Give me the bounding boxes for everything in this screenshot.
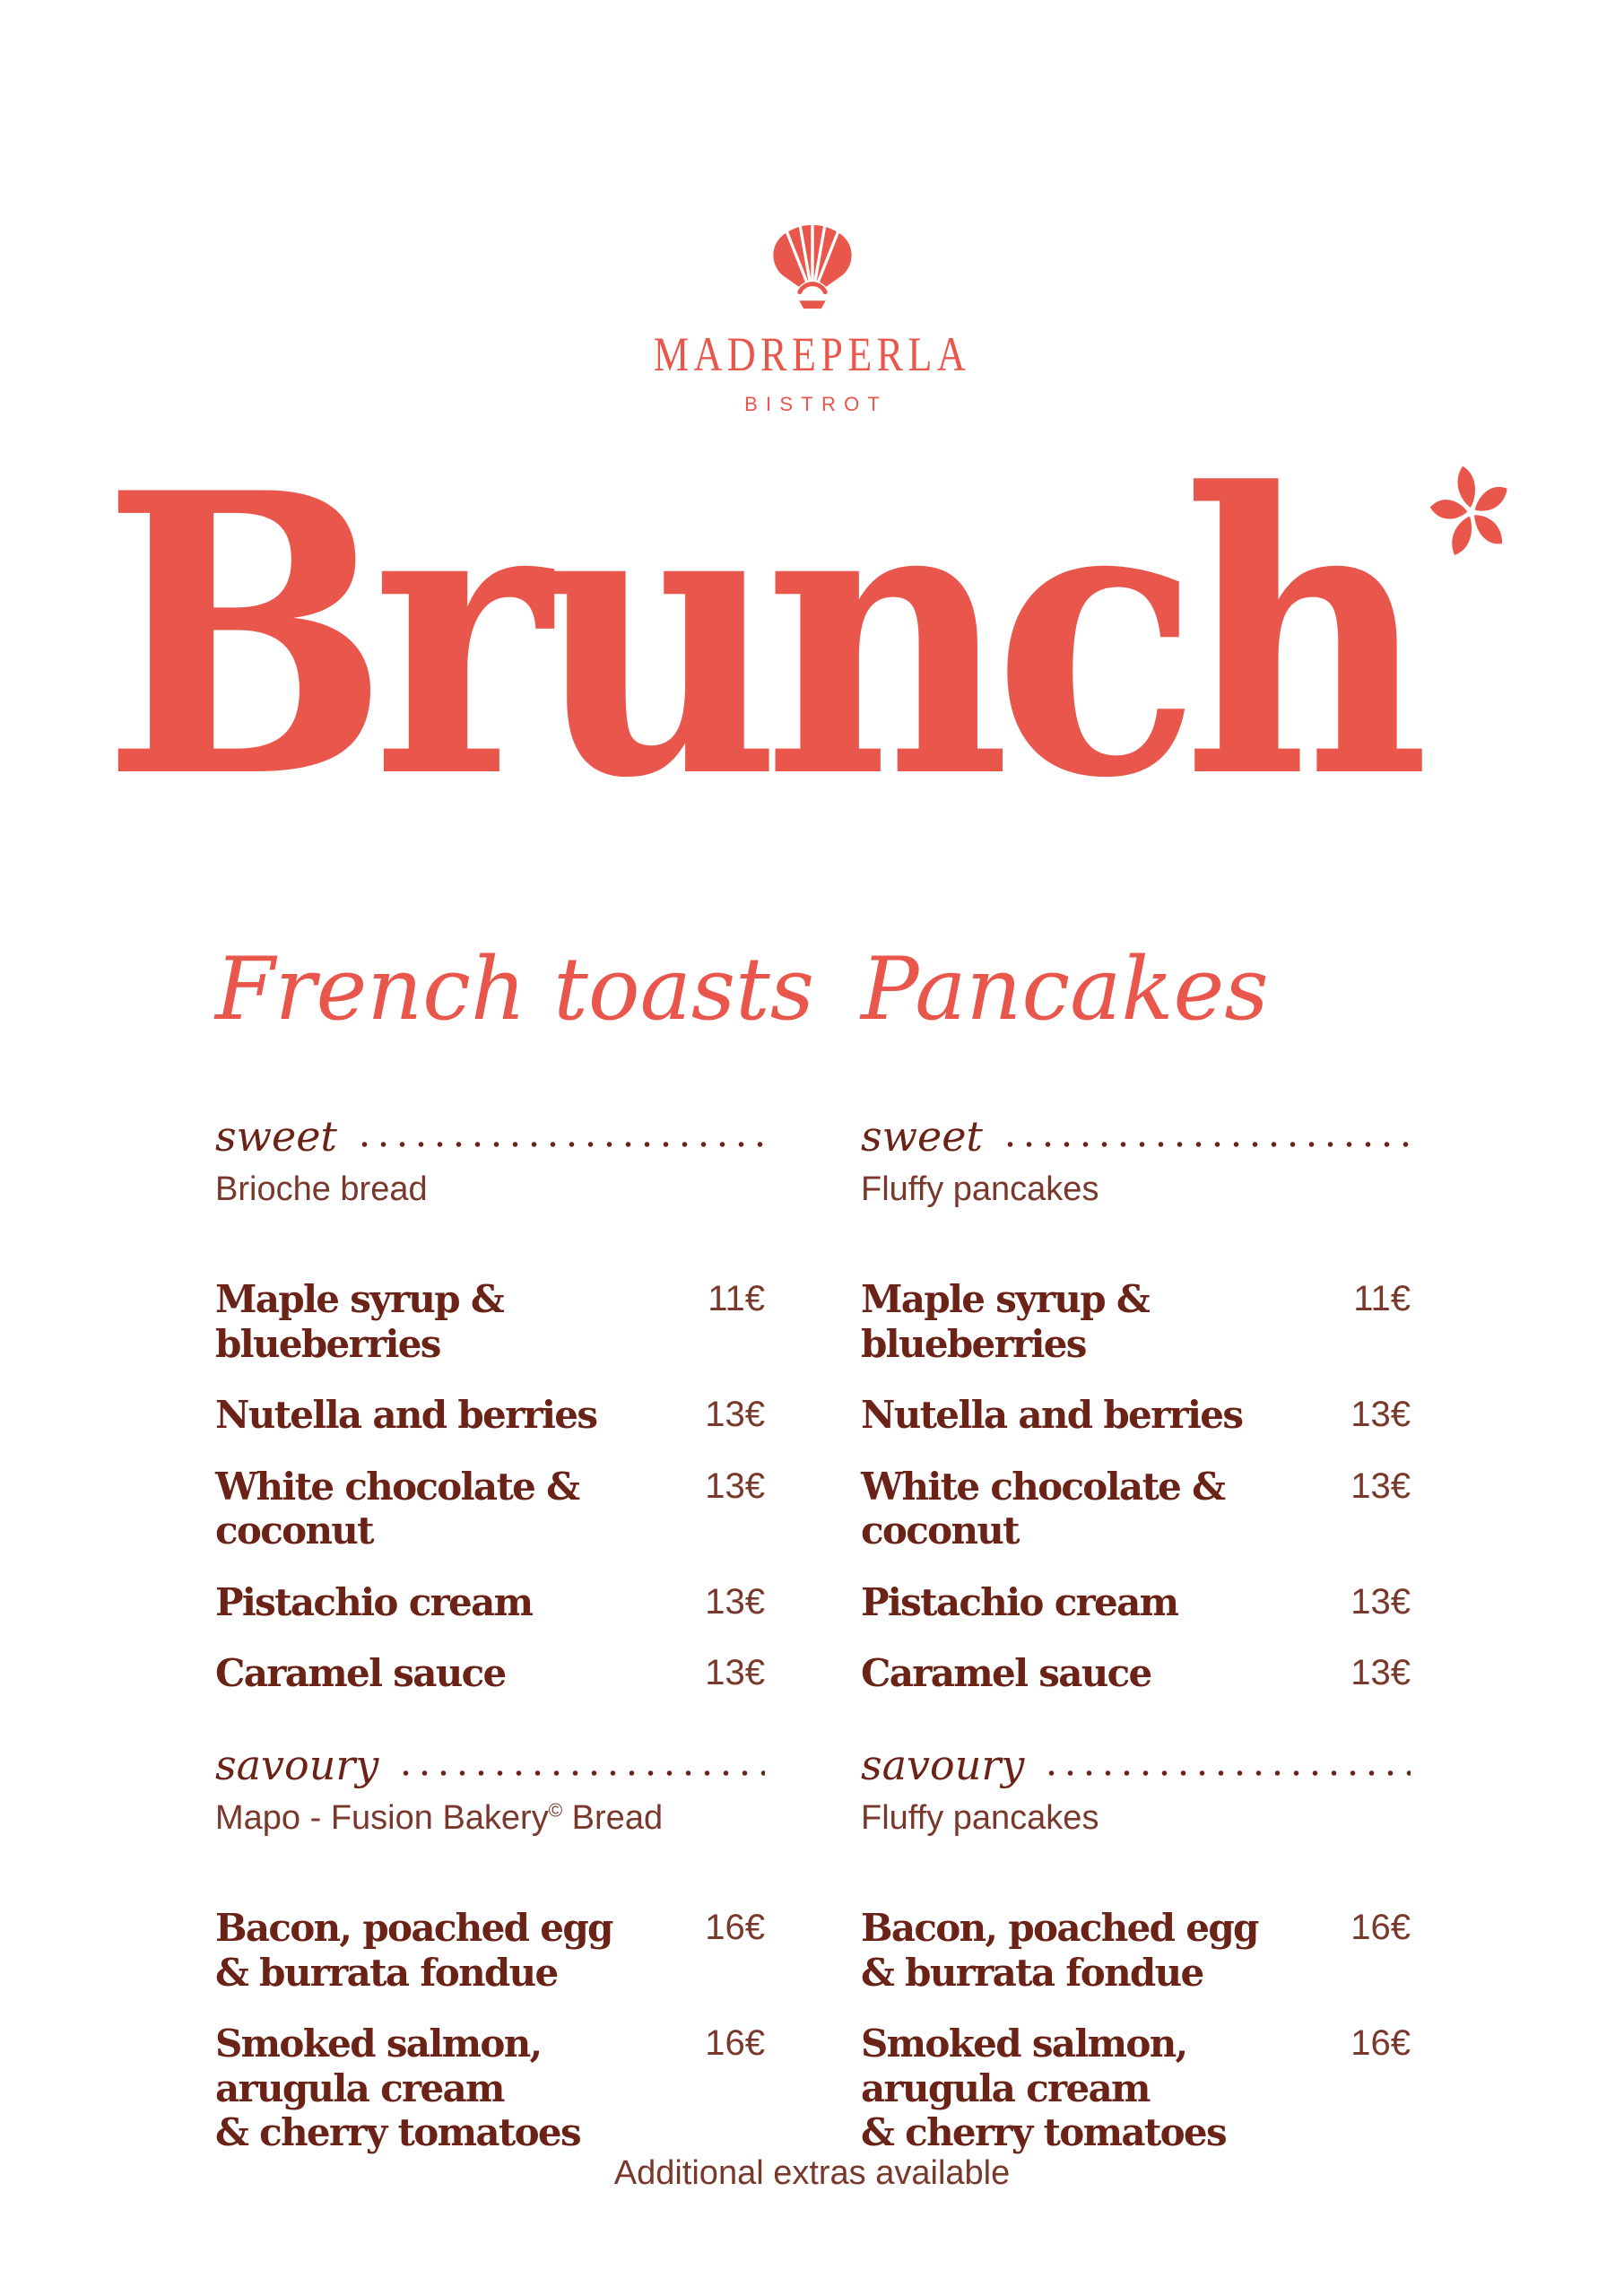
page-title bbox=[98, 410, 1527, 863]
item-price: 13€ bbox=[705, 1395, 765, 1435]
item-price: 13€ bbox=[1350, 1465, 1411, 1506]
menu-item-row bbox=[215, 1580, 765, 1625]
item-name: Caramel sauce bbox=[861, 1651, 1151, 1696]
item-name: Nutella and berries bbox=[215, 1393, 597, 1438]
menu-item-row bbox=[215, 1393, 765, 1438]
dotted-leader bbox=[1001, 1141, 1411, 1148]
brand-subtitle: BISTROT bbox=[744, 393, 889, 415]
item-price: 16€ bbox=[1350, 1907, 1411, 1947]
menu-item-row bbox=[861, 1393, 1411, 1438]
item-price: 16€ bbox=[705, 1907, 765, 1947]
subsection bbox=[215, 1741, 765, 2155]
subsection bbox=[861, 1112, 1411, 1696]
menu-items bbox=[861, 1906, 1411, 2155]
menu-items bbox=[861, 1277, 1411, 1696]
item-price: 13€ bbox=[1350, 1395, 1411, 1435]
subsection-description: Fluffy pancakes bbox=[861, 1170, 1099, 1208]
subsection bbox=[215, 1112, 765, 1696]
item-price: 13€ bbox=[1350, 1581, 1411, 1622]
item-name: White chocolate & coconut bbox=[861, 1464, 1225, 1553]
menu-item-row bbox=[861, 1651, 1411, 1696]
scallop-shell-icon bbox=[760, 222, 865, 314]
menu-item-row bbox=[861, 2022, 1411, 2155]
item-price: 13€ bbox=[705, 1581, 765, 1622]
column-subsections bbox=[861, 1112, 1411, 2155]
menu-item-row bbox=[215, 1906, 765, 1995]
column-heading: Pancakes bbox=[861, 939, 1269, 1039]
item-name: Pistachio cream bbox=[861, 1579, 1178, 1624]
item-price: 16€ bbox=[705, 2023, 765, 2064]
dotted-leader bbox=[396, 1770, 765, 1777]
item-price: 11€ bbox=[1353, 1279, 1411, 1319]
menu-items bbox=[215, 1906, 765, 2155]
subsection-label: savoury bbox=[215, 1740, 379, 1789]
menu-item-row bbox=[861, 1277, 1411, 1366]
item-price: 13€ bbox=[1350, 1653, 1411, 1693]
menu-items bbox=[215, 1277, 765, 1696]
item-price: 11€ bbox=[708, 1279, 765, 1319]
dotted-leader bbox=[355, 1141, 765, 1148]
column-subsections bbox=[215, 1112, 765, 2155]
menu-item-row bbox=[861, 1465, 1411, 1553]
subsection-label-row bbox=[215, 1740, 765, 1789]
menu-item-row bbox=[215, 1277, 765, 1366]
page-title-text: Brunch bbox=[102, 410, 1413, 863]
logo-lockup bbox=[0, 222, 1624, 416]
subsection-label: savoury bbox=[861, 1740, 1025, 1789]
subsection-label: sweet bbox=[861, 1112, 983, 1161]
item-name: White chocolate & coconut bbox=[215, 1464, 579, 1553]
brand-wordmark: MADREPERLA bbox=[653, 327, 971, 381]
subsection-description: Mapo - Fusion Bakery© Bread bbox=[215, 1798, 664, 1837]
item-name: Bacon, poached egg & burrata fondue bbox=[861, 1905, 1258, 1995]
item-name: Maple syrup & blueberries bbox=[861, 1277, 1150, 1366]
item-name: Caramel sauce bbox=[215, 1651, 506, 1696]
item-price: 16€ bbox=[1350, 2023, 1411, 2064]
item-name: Bacon, poached egg & burrata fondue bbox=[215, 1905, 612, 1995]
menu-item-row bbox=[861, 1580, 1411, 1625]
subsection-label-row bbox=[215, 1112, 765, 1161]
subsection bbox=[861, 1741, 1411, 2155]
item-price: 13€ bbox=[705, 1653, 765, 1693]
menu-column-french-toasts bbox=[215, 939, 814, 2155]
item-name: Pistachio cream bbox=[215, 1579, 533, 1624]
menu-item-row bbox=[861, 1906, 1411, 1995]
dotted-leader bbox=[1042, 1770, 1411, 1777]
menu-column-pancakes bbox=[861, 940, 1411, 2155]
item-name: Smoked salmon, arugula cream & cherry tomatoes bbox=[215, 2022, 580, 2155]
menu-item-row bbox=[215, 2022, 765, 2155]
menu-item-row bbox=[215, 1651, 765, 1696]
item-price: 13€ bbox=[705, 1465, 765, 1506]
footer-note: Additional extras available bbox=[613, 2154, 1011, 2192]
menu-item-row bbox=[215, 1465, 765, 1553]
subsection-description: Brioche bread bbox=[215, 1170, 428, 1208]
flower-asterisk-icon bbox=[1420, 444, 1522, 830]
column-heading: French toasts bbox=[215, 939, 814, 1039]
item-name: Nutella and berries bbox=[861, 1393, 1243, 1438]
subsection-label-row bbox=[861, 1740, 1411, 1789]
subsection-label-row bbox=[861, 1112, 1411, 1161]
item-name: Maple syrup & blueberries bbox=[215, 1277, 504, 1366]
subsection-label: sweet bbox=[215, 1112, 337, 1161]
item-name: Smoked salmon, arugula cream & cherry tomatoes bbox=[861, 2022, 1226, 2155]
subsection-description: Fluffy pancakes bbox=[861, 1798, 1099, 1837]
